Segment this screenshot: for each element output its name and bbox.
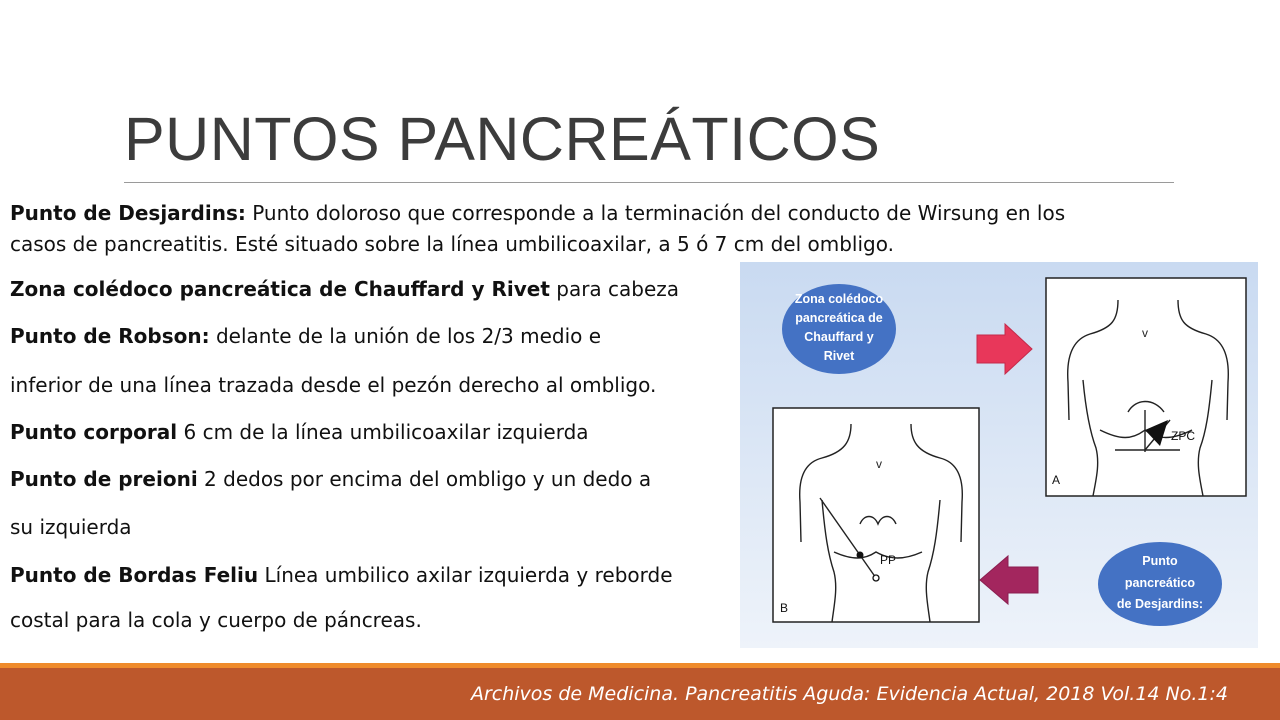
footer-citation: Archivos de Medicina. Pancreatitis Aguda: Evidencia Actual, 2018 Vol.14 No.1:4: [470, 683, 1228, 705]
line-6-text: 6 cm de la línea umbilicoaxilar izquierda: [177, 420, 589, 444]
body-line-5: [10, 373, 656, 397]
body-line-8: [10, 515, 132, 539]
line-9-bold: Punto de Bordas Feliu: [10, 563, 259, 587]
line-5-text: inferior de una línea trazada desde el pezón derecho al ombligo.: [10, 373, 657, 397]
body-line-10: [10, 608, 422, 632]
panel-a-zpc-label: ZPC: [1171, 429, 1195, 443]
arrow-right-icon: [977, 324, 1032, 374]
bubble-chauffard-line-4: Rivet: [823, 349, 855, 363]
line-1-text: Punto doloroso que corresponde a la terminación del conducto de Wirsung en los: [245, 201, 1066, 225]
panel-b-frame: [773, 408, 979, 622]
bubble-desjardins-line-3: de Desjardins:: [1116, 597, 1204, 611]
panel-a-mark: v: [1142, 326, 1148, 340]
body-line-1: [10, 201, 1065, 225]
body-line-4: [10, 324, 601, 348]
line-10-text: costal para la cola y cuerpo de páncreas.: [10, 608, 422, 632]
line-2-text: casos de pancreatitis. Esté situado sobre la línea umbilicoaxilar, a 5 ó 7 cm del ombligo.: [10, 232, 894, 256]
pp-point: [857, 552, 864, 559]
line-9-text: Línea umbilico axilar izquierda y reborde: [258, 563, 673, 587]
anatomy-figure-svg: [740, 262, 1258, 648]
anatomy-figure: [740, 262, 1258, 648]
line-7-bold: Punto de preioni: [10, 467, 198, 491]
line-7-text: 2 dedos por encima del ombligo y un dedo a: [197, 467, 652, 491]
footer-bar: [0, 668, 1280, 720]
panel-b-letter: B: [780, 601, 789, 615]
arrow-left-icon: [980, 556, 1038, 604]
panel-a-letter: A: [1052, 473, 1061, 487]
slide-title: PUNTOS PANCREÁTICOS: [124, 105, 881, 173]
bubble-chauffard-line-1: Zona colédoco: [794, 292, 884, 306]
line-6-bold: Punto corporal: [10, 420, 178, 444]
line-3-text: para cabeza: [549, 277, 680, 301]
line-3-bold: Zona colédoco pancreática de Chauffard y Rivet: [10, 277, 550, 301]
panel-b-pp-label: PP: [880, 553, 897, 567]
panel-a-frame: [1046, 278, 1246, 496]
bubble-desjardins-line-2: pancreático: [1124, 576, 1196, 590]
navel-point: [873, 575, 879, 581]
bubble-chauffard-line-2: pancreática de: [795, 311, 883, 325]
line-8-text: su izquierda: [10, 515, 132, 539]
line-4-bold: Punto de Robson:: [10, 324, 210, 348]
body-line-9: [10, 563, 673, 587]
body-line-6: [10, 420, 589, 444]
bubble-chauffard-line-3: Chauffard y: [804, 330, 874, 344]
line-4-text: delante de la unión de los 2/3 medio e: [209, 324, 602, 348]
line-1-bold: Punto de Desjardins:: [10, 201, 246, 225]
body-line-3: [10, 277, 679, 301]
panel-b-mark: v: [876, 457, 882, 471]
body-line-2: [10, 232, 894, 256]
title-rule: [124, 182, 1174, 183]
bubble-desjardins-line-1: Punto: [1142, 554, 1178, 568]
body-line-7: [10, 467, 651, 491]
